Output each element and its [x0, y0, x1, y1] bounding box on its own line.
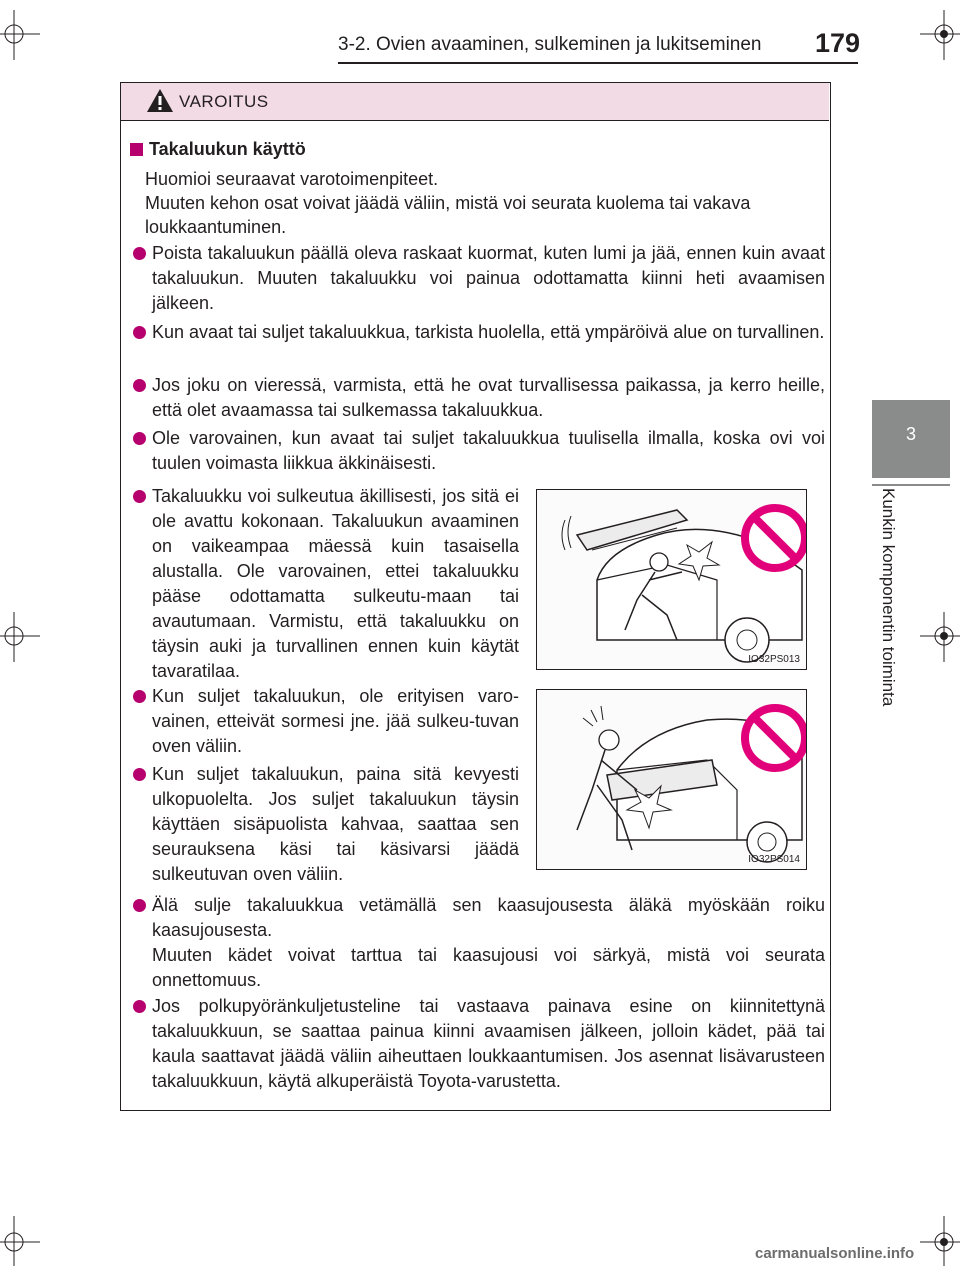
header-rule — [338, 62, 858, 64]
fingers-caught-illustration — [537, 690, 807, 870]
tailgate-closing-illustration — [537, 490, 807, 670]
warning-header — [121, 83, 829, 121]
bullet-item — [133, 684, 519, 759]
page-number: 179 — [815, 28, 861, 58]
bullet-dot-icon — [133, 768, 146, 781]
figure-code: IO32PS014 — [748, 854, 800, 865]
chapter-title — [872, 488, 898, 768]
bullet-text: Kun suljet takaluukun, paina sitä kevyesti ulkopuolelta. Jos suljet takaluukun täysin käyttäen sisäpuolista kahvaa, saattaa sen seurauksena käsi tai käsivarsi jäädä sulkeutuvan oven väliin. — [152, 764, 519, 884]
bullet-dot-icon — [133, 326, 146, 339]
bullet-item — [133, 426, 825, 476]
bullet-dot-icon — [133, 490, 146, 503]
chapter-tab[interactable] — [872, 400, 950, 478]
crop-mark-top-right — [920, 10, 960, 60]
warning-triangle-icon — [146, 88, 174, 118]
figure-tailgate-closing-suddenly — [536, 489, 807, 670]
bullet-item — [133, 373, 825, 423]
bullet-text: Kun avaat tai suljet takaluukkua, tarkista huolella, että ympäröivä alue on turvallinen. — [152, 322, 825, 342]
chapter-title-text: Kunkin komponentin toiminta — [879, 488, 898, 707]
bullet-dot-icon — [133, 690, 146, 703]
bullet-text: Älä sulje takaluukkua vetämällä sen kaasujousesta äläkä myöskään roiku kaasujousesta. Muuten kädet voivat tarttua tai kaasujousi voi särkyä, mistä voi seurata onnettomuus. — [152, 895, 825, 990]
bullet-text: Poista takaluukun päällä oleva raskaat kuormat, kuten lumi ja jää, ennen kuin avaat takaluukun. Muuten takaluukku voi painua odottamatta kiinni heti avaamisen jälkeen. — [152, 243, 825, 313]
chapter-tab-rule — [872, 484, 950, 486]
section-heading — [130, 139, 306, 160]
bullet-dot-icon — [133, 379, 146, 392]
crop-mark-mid-left — [0, 612, 40, 662]
bullet-item — [133, 241, 825, 316]
bullet-item — [133, 484, 519, 684]
figure-fingers-caught — [536, 689, 807, 870]
intro-text: Huomioi seuraavat varotoimenpiteet. Muuten kehon osat voivat jäädä väliin, mistä voi seurata kuolema tai vakava loukkaantuminen. — [145, 169, 751, 237]
bullet-text: Kun suljet takaluukun, ole erityisen varo-vainen, etteivät sormesi jne. jää sulkeu-tuvan oven väliin. — [152, 686, 519, 756]
figure-code: IO32PS013 — [748, 654, 800, 665]
chapter-number: 3 — [905, 424, 916, 444]
crop-mark-top-left — [0, 10, 40, 60]
bullet-dot-icon — [133, 247, 146, 260]
bullet-item — [133, 994, 825, 1094]
warning-box — [120, 82, 831, 1111]
bullet-item — [133, 893, 825, 993]
bullet-text: Jos joku on vieressä, varmista, että he ovat turvallisessa paikassa, ja kerro heille, että olet avaamassa tai sulkemassa takaluukkua. — [152, 375, 825, 420]
bullet-item — [133, 320, 825, 345]
crop-mark-mid-right — [920, 612, 960, 662]
crop-mark-bottom-left — [0, 1216, 40, 1266]
bullet-dot-icon — [133, 1000, 146, 1013]
bullet-text: Ole varovainen, kun avaat tai suljet takaluukkua tuulisella ilmalla, koska ovi voi tuulen voimasta liikkua äkkinäisesti. — [152, 428, 825, 473]
bullet-dot-icon — [133, 899, 146, 912]
section-heading-text: Takaluukun käyttö — [149, 139, 306, 159]
bullet-dot-icon — [133, 432, 146, 445]
crop-mark-bottom-right — [920, 1216, 960, 1266]
warning-title: VAROITUS — [179, 92, 269, 111]
watermark-text: carmanualsonline.info — [755, 1245, 915, 1262]
square-bullet-icon — [130, 143, 143, 156]
bullet-item — [133, 762, 519, 887]
bullet-text: Takaluukku voi sulkeutua äkillisesti, jos sitä ei ole avattu kokonaan. Takaluukun avaaminen on vaikeampaa mäessä kuin tasaisella alustalla. Ole varovainen, ettei takaluukku pääse odottamatta sulkeutu-maan tai avautumaan. Varmistu, että takaluukku on täysin auki ja turvallinen ennen kuin käytät tavaratilaa. — [152, 486, 519, 681]
section-title: 3-2. Ovien avaaminen, sulkeminen ja lukitseminen — [338, 34, 762, 55]
bullet-text: Jos polkupyöränkuljetusteline tai vastaava painava esine on kiinnitettynä takaluukkuun, se saattaa painua kiinni avaamisen jälkeen, jolloin kädet, pää tai kaula saattavat jäädä väliin aiheuttaen loukkaantumisen. Jos asennat lisävarusteen takaluukkuun, käytä alkuperäistä Toyota-varustetta. — [152, 996, 825, 1091]
